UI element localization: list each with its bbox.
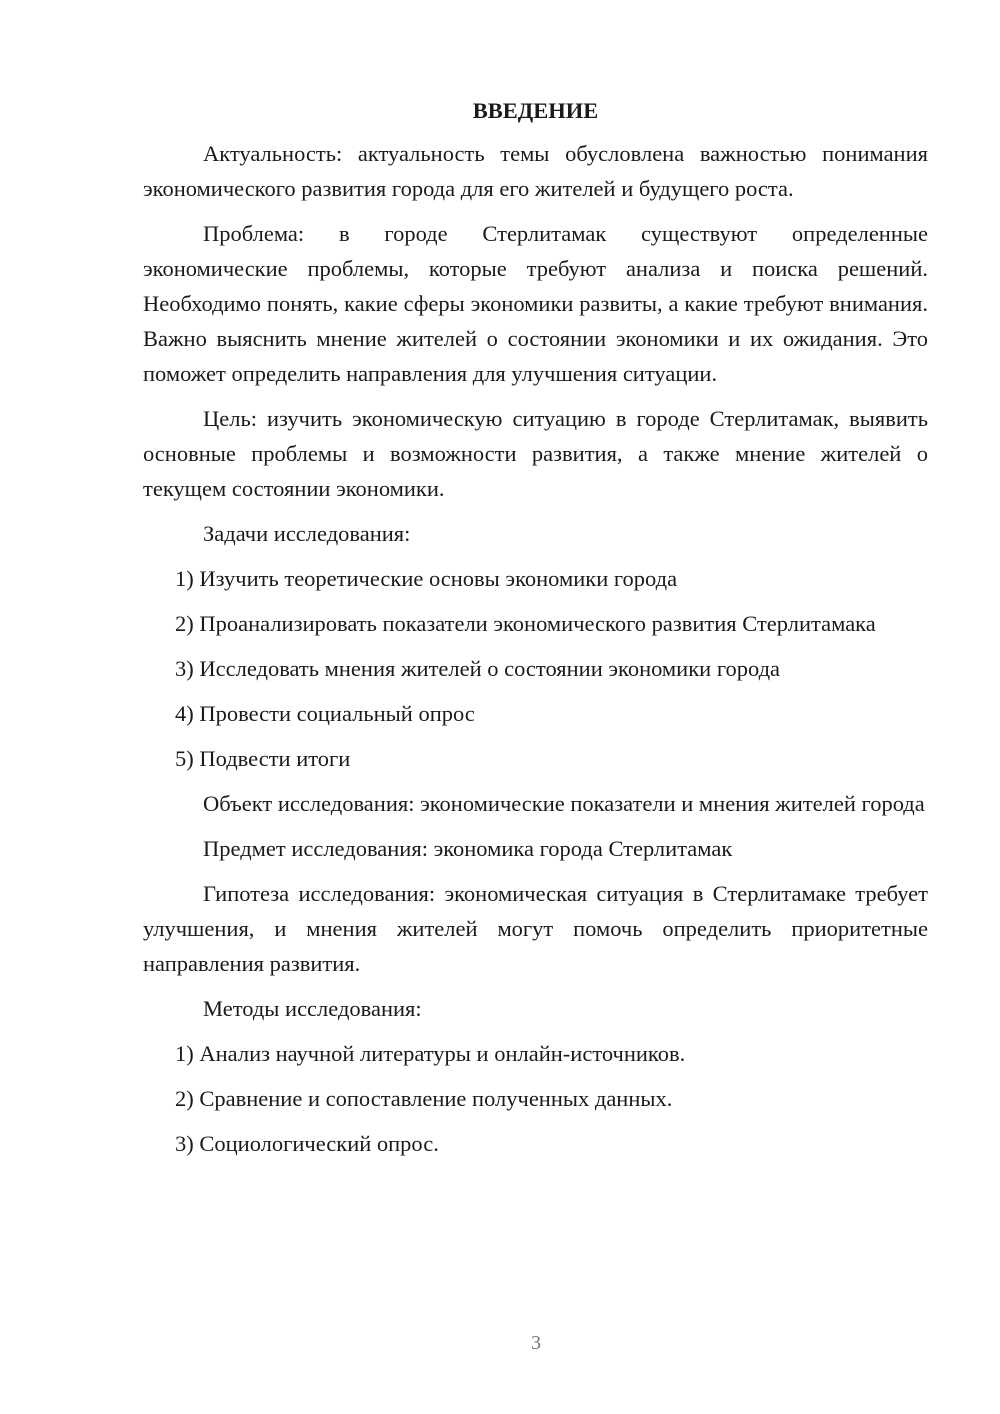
page-content <box>143 93 928 1171</box>
methods-heading: Методы исследования: <box>203 996 422 1021</box>
object-paragraph: Объект исследования: экономические показатели и мнения жителей города <box>203 791 925 816</box>
hypothesis-paragraph: Гипотеза исследования: экономическая ситуация в Стерлитамаке требует улучшения, и мнения жителей могут помочь определить приоритетные направления развития. <box>143 881 928 976</box>
problem-paragraph: Проблема: в городе Стерлитамак существуют определенные экономические проблемы, которые требуют анализа и поиска решений. Необходимо понять, какие сферы экономики развиты, а какие требуют внимания. Важно выяснить мнение жителей о состоянии экономики и их ожидания. Это поможет определить направления для улучшения ситуации. <box>143 221 928 386</box>
task-item-2: 2) Проанализировать показатели экономического развития Стерлитамака <box>175 611 876 636</box>
method-item-3: 3) Социологический опрос. <box>175 1131 439 1156</box>
relevance-paragraph: Актуальность: актуальность темы обусловлена важностью понимания экономического развития города для его жителей и будущего роста. <box>143 141 928 201</box>
task-item-4: 4) Провести социальный опрос <box>175 701 475 726</box>
task-item-5: 5) Подвести итоги <box>175 746 351 771</box>
goal-paragraph: Цель: изучить экономическую ситуацию в городе Стерлитамак, выявить основные проблемы и возможности развития, а также мнение жителей о текущем состоянии экономики. <box>143 406 928 501</box>
task-item-3: 3) Исследовать мнения жителей о состоянии экономики города <box>175 656 781 681</box>
tasks-heading: Задачи исследования: <box>203 521 411 546</box>
method-item-2: 2) Сравнение и сопоставление полученных данных. <box>175 1086 673 1111</box>
task-item-1: 1) Изучить теоретические основы экономики города <box>175 566 678 591</box>
page-title: ВВЕДЕНИЕ <box>472 98 599 123</box>
page-number: 3 <box>531 1332 541 1354</box>
method-item-1: 1) Анализ научной литературы и онлайн-источников. <box>175 1041 686 1066</box>
subject-paragraph: Предмет исследования: экономика города Стерлитамак <box>203 836 733 861</box>
